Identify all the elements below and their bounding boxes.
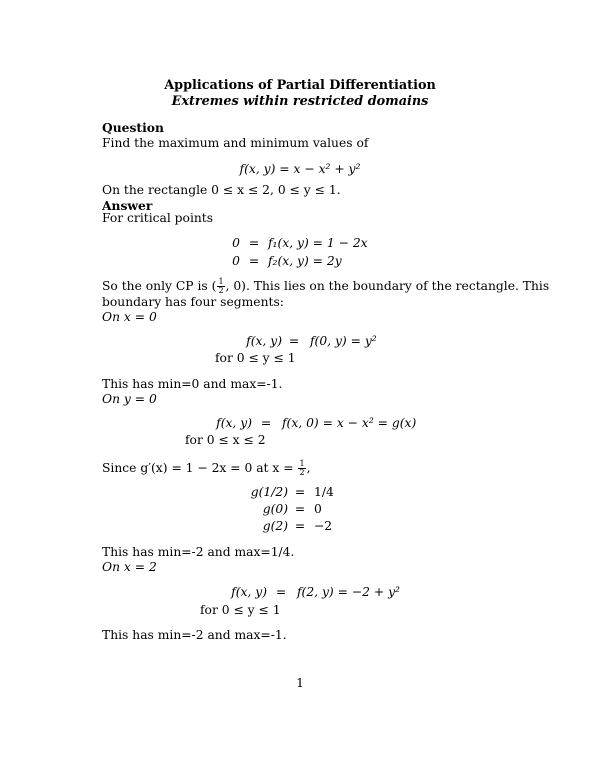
segment-3-range: for 0 ≤ y ≤ 1: [200, 603, 281, 617]
segment-2-lhs: f(x, y): [216, 416, 252, 430]
equals-sign: =: [294, 502, 306, 516]
g-value-lhs: g(1/2): [250, 485, 288, 499]
segment-2-range: for 0 ≤ x ≤ 2: [185, 433, 266, 447]
segment-3-label: On x = 2: [102, 560, 157, 574]
segment-3-result: This has min=-2 and max=-1.: [102, 628, 287, 642]
question-function: f(x, y) = x − x² + y²: [239, 162, 361, 176]
segment-1-result: This has min=0 and max=-1.: [102, 377, 283, 391]
equals-sign: =: [288, 334, 300, 348]
segment-2-result: This has min=-2 and max=1/4.: [102, 545, 295, 559]
segment-2-rhs: f(x, 0) = x − x² = g(x): [282, 416, 417, 430]
segment-1-range: for 0 ≤ y ≤ 1: [215, 351, 296, 365]
page-title: Applications of Partial Differentiation: [164, 78, 436, 93]
question-domain: On the rectangle 0 ≤ x ≤ 2, 0 ≤ y ≤ 1.: [102, 183, 341, 197]
page-number: 1: [296, 676, 304, 690]
segment-1-rhs: f(0, y) = y²: [310, 334, 377, 348]
segment-1-label: On x = 0: [102, 310, 157, 324]
g-value-rhs: 1/4: [314, 485, 334, 499]
equals-sign: =: [248, 254, 260, 268]
answer-heading: Answer: [102, 198, 153, 213]
g-value-lhs: g(0): [262, 502, 288, 516]
critical-intro: For critical points: [102, 211, 214, 225]
equals-sign: =: [294, 519, 306, 533]
g-value-rhs: 0: [314, 502, 322, 516]
equals-sign: =: [294, 485, 306, 499]
g-value-rhs: −2: [314, 519, 333, 533]
question-intro: Find the maximum and minimum values of: [102, 136, 369, 150]
segment-3-lhs: f(x, y): [231, 585, 267, 599]
cp-line: So the only CP is ( $\frac{1}{2}$ , 0). This lies on the boundary of the rectangle. This: [102, 277, 550, 295]
fraction-half: $\frac{1}{2}$: [218, 277, 224, 295]
equals-sign: =: [275, 585, 287, 599]
cp-line-2: boundary has four segments:: [102, 295, 284, 309]
critical-eq-lhs: 0: [232, 254, 240, 268]
fraction-half: $\frac{1}{2}$: [299, 459, 305, 477]
equals-sign: =: [260, 416, 272, 430]
equals-sign: =: [248, 236, 260, 250]
segment-2-label: On y = 0: [102, 392, 157, 406]
segment-1-lhs: f(x, y): [246, 334, 282, 348]
segment-3-rhs: f(2, y) = −2 + y²: [297, 585, 400, 599]
critical-eq-rhs: f₂(x, y) = 2y: [268, 254, 342, 268]
critical-eq-rhs: f₁(x, y) = 1 − 2x: [268, 236, 368, 250]
critical-eq-lhs: 0: [232, 236, 240, 250]
question-heading: Question: [102, 120, 164, 135]
page-subtitle: Extremes within restricted domains: [171, 94, 429, 109]
g-value-lhs: g(2): [262, 519, 288, 533]
since-line: Since g′(x) = 1 − 2x = 0 at x = $\frac{1}{2}$ ,: [102, 459, 311, 477]
